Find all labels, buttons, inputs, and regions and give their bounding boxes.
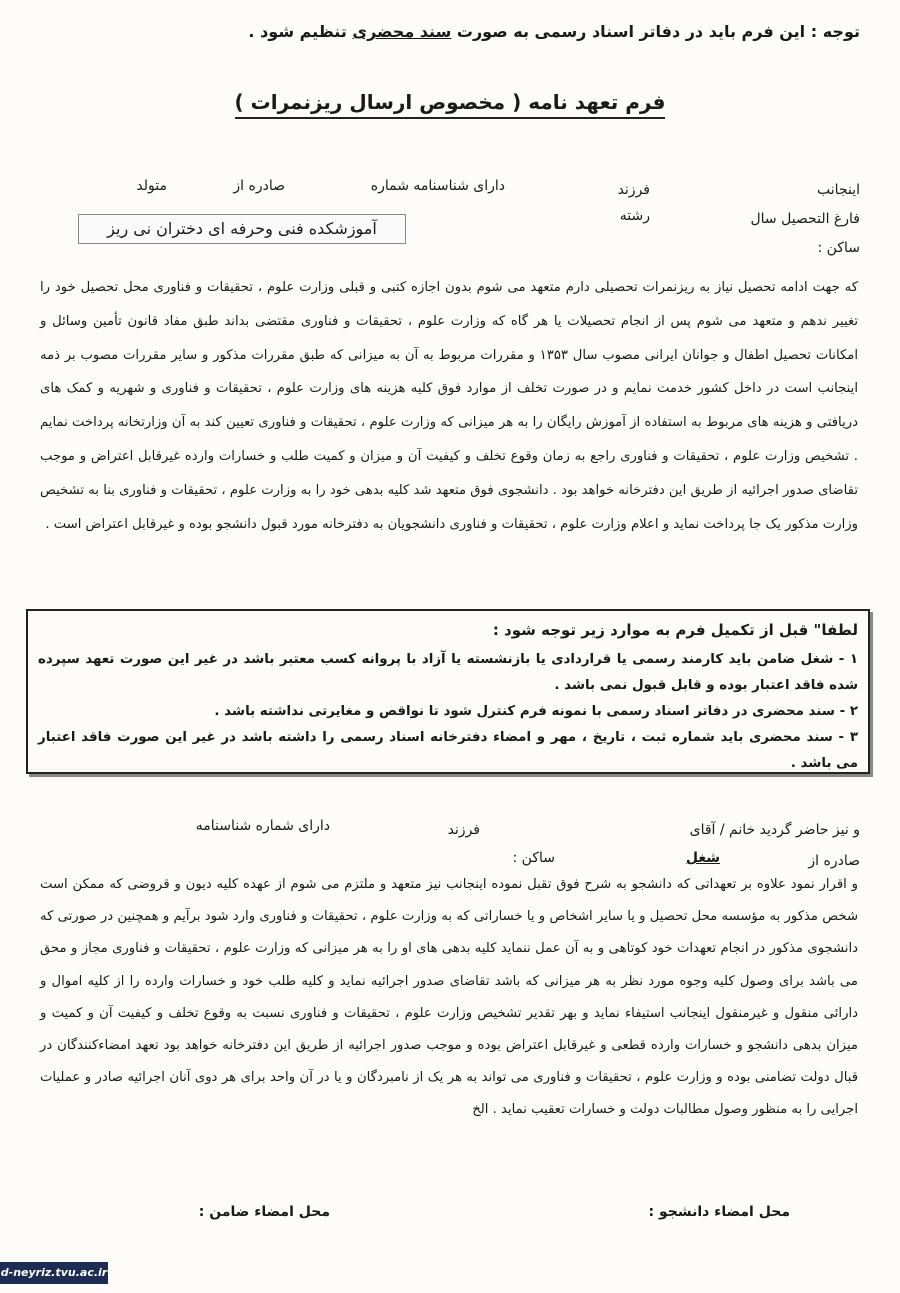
instruction-item-3: ۳ - سند محضری باید شماره ثبت ، تاریخ ، مهر و امضاء دفترخانه اسناد رسمی را داشته باشد در غیر این صورت فاقد اعتبار می باشد . [38, 730, 858, 771]
label-reshte: رشته [619, 208, 650, 224]
site-logo: d-neyriz.tvu.ac.ir [0, 1262, 108, 1284]
label-sadere: صادره از [233, 178, 285, 194]
guarantor-signature-label: محل امضاء ضامن : [198, 1204, 330, 1220]
label-guarantor-shenasname: دارای شماره شناسنامه [195, 818, 330, 834]
label-farzand: فرزند [617, 182, 650, 198]
label-guarantor-sadere: صادره از [808, 853, 860, 869]
commitment-paragraph: که جهت ادامه تحصیل نیاز به ریزنمرات تحصیلی دارم متعهد می شوم بدون اجازه کتبی و قبلی وزارت علوم ، تحقیقات و فناوری محل تحصیل خود را تغییر ندهم و متعهد می شوم پس از انجام تحصیلات یا هر گاه که وزارت علوم ، تحقیقات و فناوری مقتضی بداند طبق مفاد قانون تأمین وسائل و امکانات تحصیل اطفال و جوانان ایرانی مصوب سال ۱۳۵۳ و مقررات مربوط به آن به میزانی که طبق مقررات مذکور و سایر مقررات مصوب بر ذمه اینجانب است در داخل کشور خدمت نمایم و در صورت تخلف از موارد فوق کلیه هزینه های وزارت علوم ، تحقیقات و فناوری و شهریه و کمک های دریافتی و هزینه های مربوط به استفاده از آموزش رایگان را به هر میزانی که وزارت علوم ، تحقیقات و فناوری تعیین کند به آن وزارتخانه پرداخت نمایم . تشخیص وزارت علوم ، تحقیقات و فناوری راجع به زمان وقوع تخلف و کیفیت آن و میزان و کمیت طلب و خسارات وارده غیرقابل اعتراض و موجب تقاضای صدور اجرائیه از طریق این دفترخانه خواهد بود . دانشجوی فوق متعهد شد کلیه بدهی خود را به وزارت علوم ، تحقیقات و فناوری بنا به تشخیص وزارت مذکور یک جا پرداخت نماید و اعلام وزارت علوم ، تحقیقات و فناوری دانشجویان به دفترخانه مورد قبول دانشجو بوده و غیرقابل اعتراض است . [40, 280, 858, 532]
label-shenasname: دارای شناسنامه شماره [370, 178, 505, 194]
form-title [0, 90, 900, 114]
notice-text-2: تنظیم شود . [248, 22, 347, 41]
label-motevalled: متولد [136, 178, 167, 194]
notice-underlined: سند محضری [352, 22, 452, 41]
form-title-text: فرم تعهد نامه ( مخصوص ارسال ریزنمرات ) [235, 90, 666, 119]
guarantor-paragraph: و اقرار نمود علاوه بر تعهداتی که دانشجو به شرح فوق تقبل نموده اینجانب نیز متعهد و ملتزم می شوم از عهده کلیه دیون و قروضی که ممکن است شخص مذکور به مؤسسه محل تحصیل و یا سایر اشخاص و یا خساراتی که به وزارت علوم ، تحقیقات و فناوری وارد شود برآیم و همچنین در صورتی که دانشجوی مذکور در انجام تعهدات خود کوتاهی و به آن عمل ننماید کلیه بدهی های او را به هر میزانی که وزارت علوم ، تحقیقات و فناوری مجاز و محق می باشد برای وصول کلیه وجوه مورد نظر به هر میزانی که باشد تقاضای صدور اجرائیه نماید و کلیه طلب خود و خسارات وارده را از کلیه اموال و دارائی منقول و غیرمنقول اینجانب استیفاء نماید و بهر تقدیر تشخیص وزارت علوم ، تحقیقات و فناوری نسبت به وقوع تخلف و کیفیت آن و کمیت و میزان بدهی دانشجو و خسارات وارده قطعی و غیرقابل اعتراض بوده و موجب صدور اجرائیه از طریق این دفترخانه خواهد بود تعهد امضاءکنندگان در قبال دولت تضامنی بوده و وزارت علوم ، تحقیقات و فناوری می تواند به هر یک از نامبردگان و یا در آن واحد برای هر دوی آنان اجرائیه صادر و عملیات اجرایی را به منظور وصول مطالبات دولت و خسارات تعقیب نماید . الخ [40, 877, 858, 1118]
label-guarantor-sakan: ساکن : [512, 850, 555, 866]
notice-text-1: این فرم باید در دفاتر اسناد رسمی به صورت [456, 22, 806, 41]
instructions-heading: لطفا" قبل از تکمیل فرم به موارد زیر توجه شود : [492, 621, 858, 639]
instruction-item-1: ۱ - شغل ضامن باید کارمند رسمی یا قراردادی یا بازنشسته یا آزاد با پروانه کسب معتبر باشد در غیر این صورت تعهد سپرده شده فاقد اعتبار بوده و قابل قبول نمی باشد . [38, 652, 858, 693]
student-signature-label: محل امضاء دانشجو : [648, 1204, 790, 1220]
notice-line [248, 22, 860, 41]
notice-prefix: توجه : [810, 22, 860, 41]
label-sakan: ساکن : [817, 240, 860, 256]
institution-field: آموزشکده فنی وحرفه ای دختران نی ریز [78, 214, 406, 244]
label-injaneb: اینجانب [817, 182, 860, 198]
instructions-box [26, 609, 870, 774]
label-guarantor-intro: و نیز حاضر گردید خانم / آقای [689, 822, 860, 838]
label-farigh: فارغ التحصیل سال [750, 211, 860, 227]
label-guarantor-shoghl: شغل [685, 850, 720, 866]
instruction-item-2: ۲ - سند محضری در دفاتر اسناد رسمی با نمونه فرم کنترل شود تا نواقص و مغایرتی نداشته باشد . [214, 704, 858, 719]
label-guarantor-farzand: فرزند [447, 822, 480, 838]
